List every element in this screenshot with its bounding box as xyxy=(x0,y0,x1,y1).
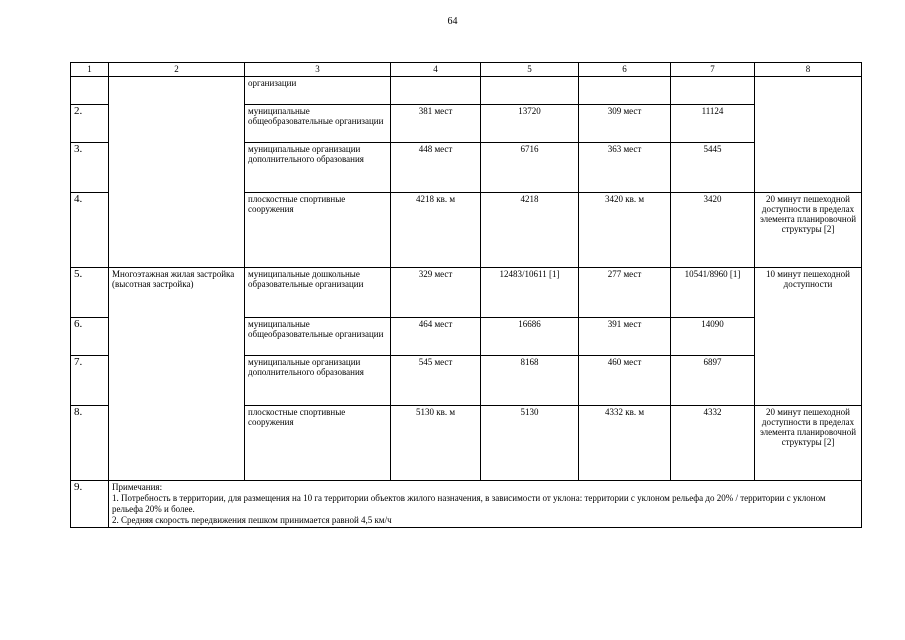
row-number: 6. xyxy=(71,318,109,356)
header-cell: 2 xyxy=(109,63,245,77)
standards-table xyxy=(70,62,862,528)
cell-capacity: 329 мест xyxy=(391,268,481,318)
facility-name: плоскостные спортивные сооружения xyxy=(245,406,391,481)
header-cell: 6 xyxy=(579,63,671,77)
header-cell: 8 xyxy=(755,63,862,77)
cell-capacity-alt xyxy=(579,77,671,105)
row-number: 7. xyxy=(71,356,109,406)
cell-capacity-alt: 277 мест xyxy=(579,268,671,318)
table-row xyxy=(71,77,862,105)
cell-area: 8168 xyxy=(481,356,579,406)
facility-name: муниципальные организации дополнительного образования xyxy=(245,356,391,406)
row-number: 5. xyxy=(71,268,109,318)
cell-capacity: 448 мест xyxy=(391,143,481,193)
cell-area-alt: 3420 xyxy=(671,193,755,268)
cell-area-alt: 5445 xyxy=(671,143,755,193)
cell-area-alt: 4332 xyxy=(671,406,755,481)
facility-name: муниципальные общеобразовательные организации xyxy=(245,318,391,356)
cell-capacity-alt: 4332 кв. м xyxy=(579,406,671,481)
cell-capacity: 545 мест xyxy=(391,356,481,406)
row-number: 9. xyxy=(71,481,109,528)
row-number xyxy=(71,77,109,105)
row-number: 4. xyxy=(71,193,109,268)
cell-area-alt: 14090 xyxy=(671,318,755,356)
table-row xyxy=(71,268,862,318)
cell-area: 4218 xyxy=(481,193,579,268)
facility-name: муниципальные дошкольные образовательные организации xyxy=(245,268,391,318)
notes-row xyxy=(71,481,862,528)
header-cell: 3 xyxy=(245,63,391,77)
cell-capacity: 464 мест xyxy=(391,318,481,356)
cell-capacity: 5130 кв. м xyxy=(391,406,481,481)
cell-area-alt: 10541/8960 [1] xyxy=(671,268,755,318)
facility-name: организации xyxy=(245,77,391,105)
notes-cell xyxy=(109,481,862,528)
header-row xyxy=(71,63,862,77)
cell-area: 16686 xyxy=(481,318,579,356)
group-cell-continued xyxy=(109,77,245,268)
row-number: 2. xyxy=(71,105,109,143)
cell-area-alt: 6897 xyxy=(671,356,755,406)
facility-name: муниципальные общеобразовательные организации xyxy=(245,105,391,143)
header-cell: 1 xyxy=(71,63,109,77)
facility-name: плоскостные спортивные сооружения xyxy=(245,193,391,268)
cell-capacity: 4218 кв. м xyxy=(391,193,481,268)
header-cell: 5 xyxy=(481,63,579,77)
cell-area xyxy=(481,77,579,105)
row-number: 8. xyxy=(71,406,109,481)
facility-name: муниципальные организации дополнительного образования xyxy=(245,143,391,193)
cell-area: 6716 xyxy=(481,143,579,193)
access-cell-continued xyxy=(755,77,862,193)
access-requirement: 10 минут пешеходной доступности xyxy=(755,268,862,406)
access-requirement: 20 минут пешеходной доступности в пределах элемента планировочной структуры [2] xyxy=(755,406,862,481)
header-cell: 4 xyxy=(391,63,481,77)
notes-title: Примечания: xyxy=(112,482,163,492)
zone-type-label: Многоэтажная жилая застройка (высотная застройка) xyxy=(109,268,245,481)
cell-capacity-alt: 3420 кв. м xyxy=(579,193,671,268)
cell-capacity-alt: 363 мест xyxy=(579,143,671,193)
page-number: 64 xyxy=(447,16,458,27)
cell-area: 12483/10611 [1] xyxy=(481,268,579,318)
cell-area-alt: 11124 xyxy=(671,105,755,143)
cell-capacity xyxy=(391,77,481,105)
cell-capacity-alt: 391 мест xyxy=(579,318,671,356)
note-1: 1. Потребность в территории, для размещения на 10 га территории объектов жилого назначения, в зависимости от уклона: территории с уклоном рельефа до 20% / территории с уклоном рельефа 20% и более. xyxy=(112,493,826,514)
row-number: 3. xyxy=(71,143,109,193)
cell-capacity-alt: 460 мест xyxy=(579,356,671,406)
cell-area-alt xyxy=(671,77,755,105)
cell-capacity: 381 мест xyxy=(391,105,481,143)
cell-area: 13720 xyxy=(481,105,579,143)
header-cell: 7 xyxy=(671,63,755,77)
cell-capacity-alt: 309 мест xyxy=(579,105,671,143)
note-2: 2. Средняя скорость передвижения пешком принимается равной 4,5 км/ч xyxy=(112,515,392,525)
access-requirement: 20 минут пешеходной доступности в пределах элемента планировочной структуры [2] xyxy=(755,193,862,268)
cell-area: 5130 xyxy=(481,406,579,481)
